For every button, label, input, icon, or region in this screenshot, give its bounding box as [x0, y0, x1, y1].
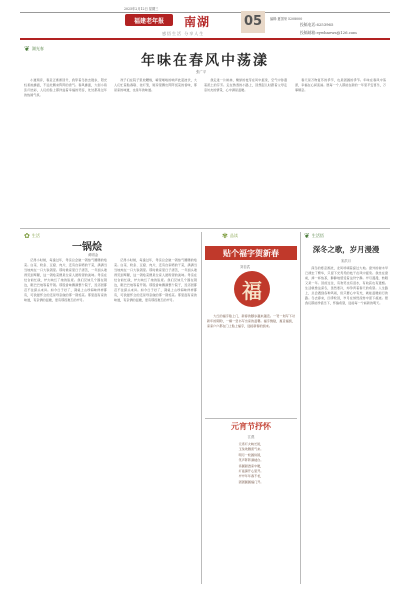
- headline-3: 贴个福字贺新春: [223, 247, 279, 258]
- article1-col4: [295, 78, 386, 228]
- poem-line: 笑声阵阵满楼台。: [238, 458, 264, 463]
- page-number: 05: [241, 11, 265, 33]
- headline-main: 年味在春风中荡漾: [141, 53, 269, 69]
- poem-lines: [208, 442, 294, 485]
- column-label: 湖光春: [31, 46, 44, 51]
- poem-line: 玉兔欢腾喜气来。: [238, 447, 264, 452]
- leaf-icon-2: ❦: [304, 232, 310, 240]
- divider-vertical-2: [300, 232, 301, 584]
- column-label-4: 生活悟: [311, 233, 324, 238]
- divider-vertical-1: [201, 232, 202, 584]
- author-1: 张广平: [196, 70, 207, 74]
- column-tag-read: [222, 232, 238, 240]
- headline-2: 一锅烩: [72, 242, 102, 253]
- column-tag-wu: [304, 232, 324, 240]
- poem-line: 元宵灯火映长街，: [238, 442, 264, 446]
- article1-col1-text: 小道两旁，春意正渐渐回升，我穿着冬装去散步，阳光轻柔地拂面，不远处飘来阵阵的香气。春风拂面，大街小巷张灯结彩，人们的脸上都洋溢着幸福的笑容，处处都是过年的热闹气氛。: [24, 78, 107, 98]
- article2-body-text-2: 记得小时候，每逢过年，母亲总会做一锅热气腾腾的烩菜。白菜、粉条、豆腐、肉片，还有自家晒的干菜，满满当当地炖在一口大铁锅里。那时候家里日子清苦，一年到头难得见到荤腥，这一锅烩菜便是全家人最盼望的美味。母亲在灶台前忙碌，炉火映红了她的脸庞。我们兄妹几个围在锅边，眼巴巴地等着开锅。那股香味飘满整个院子，连邻居都忍不住探头来问。如今日子好了，餐桌上山珍海味样样都有，可我最怀念的还是母亲做的那一锅烩菜。那里面有家的味道，有亲情的温暖，更有那段难忘的岁月。: [114, 258, 197, 303]
- flower-icon: ✿: [24, 232, 30, 240]
- article4-body: [305, 266, 388, 584]
- brand-logo: [125, 14, 173, 26]
- column-label-2: 生活: [31, 233, 40, 238]
- motto: 感悟生活 分享人生: [162, 31, 205, 36]
- article2-body: [24, 258, 107, 583]
- header-phone: 投稿电话:6253965: [300, 22, 334, 27]
- author-4: 宋洪月: [340, 259, 352, 263]
- poem-line: 团团圆圆福门开。: [238, 479, 264, 484]
- header-editor: 编辑:夏国荣 5208000: [270, 17, 303, 21]
- author-2: 黄明金: [88, 253, 99, 257]
- article1-col2-text: 孩子们在院子里放鞭炮，噼里啪啦的响声此起彼伏，大人们忙着贴春联、挂灯笼，厨房里飘出阵阵饭菜的香味，那是家的味道，也是年的味道。: [114, 78, 197, 93]
- article1-col2: [114, 78, 197, 228]
- article1-col1: [24, 78, 107, 228]
- poem-line: 明月一轮圆似镜，: [238, 452, 264, 457]
- header-email: 投稿邮箱:eywhnews@126.com: [300, 30, 357, 35]
- poem-line: 岁岁年年春不老，: [238, 474, 264, 479]
- poem-line: 灯谜猜开心里开。: [238, 469, 264, 474]
- fu-papercut-image: 福: [234, 271, 270, 307]
- poem-line: 汤圆甜透家中暖，: [238, 463, 264, 468]
- column-label-3: 品读: [229, 233, 238, 238]
- article2-body-text: 记得小时候，每逢过年，母亲总会做一锅热气腾腾的烩菜。白菜、粉条、豆腐、肉片，还有自家晒的干菜，满满当当地炖在一口大铁锅里。那时候家里日子清苦，一年到头难得见到荤腥，这一锅烩菜便是全家人最盼望的美味。母亲在灶台前忙碌，炉火映红了她的脸庞。我们兄妹几个围在锅边，眼巴巴地等着开锅。那股香味飘满整个院子，连邻居都忍不住探头来问。如今日子好了，餐桌上山珍海味样样都有，可我最怀念的还是母亲做的那一锅烩菜。那里面有家的味道，有亲情的温暖，更有那段难忘的岁月。: [24, 258, 107, 303]
- article1-col3-text: 我走进一片桃林，嫩绿的枝芽在风中摇曳，空气中弥漫着泥土的芬芳。走在熟悉的小路上，回想起儿时跟着父母走亲访友的情景，心中满是温暖。: [204, 78, 287, 93]
- headline-4: 深冬之歌，岁月漫漫: [312, 245, 380, 254]
- book-icon: ✾: [222, 232, 228, 240]
- poem-title: 元宵节抒怀: [231, 421, 271, 431]
- header-date: 2025年2月12日 星期三: [124, 7, 159, 11]
- header-bottom-rule: [20, 38, 390, 40]
- divider-horizontal: [20, 228, 390, 229]
- article1-col4-text: 春天是万物复苏的季节，也是团圆的季节。年味在春风中荡漾，幸福在心间流淌。愿每一个人都能在新的一年里平安喜乐，万事顺意。: [295, 78, 386, 93]
- poem-author: 江燕: [247, 435, 255, 439]
- article1-col3: [204, 78, 287, 228]
- column-tag-life: [24, 232, 40, 240]
- brand-name: 福建老年报: [133, 17, 164, 25]
- author-3: 刘自武: [240, 265, 251, 269]
- section-title: 南湖: [184, 15, 211, 29]
- headline-3-box: [205, 246, 297, 260]
- leaf-icon: ❦: [24, 45, 30, 53]
- article3-body: [207, 314, 295, 414]
- article2-body-col2: [114, 258, 197, 583]
- article3-body-text: 大红的福字贴上门，新春的脚步越来越近。一笔一划写下对新年的期盼，一横一竖书写出家的温馨。福字倒贴，寓意福到，家家户户都在门上贴上福字，迎接新春的到来。: [207, 314, 295, 329]
- article4-body-text: 深冬的寒意渐浓，北风呼啸着掠过大地。窗外的树木早已褪去了繁华，只留下光秃秃的枝干在风中摇曳。我坐在窗前，捧一杯热茶，静静地感受着这份宁静。岁月漫漫，转眼又是一年。回首过往，有欢笑也有泪水，有收获也有遗憾。生活就像这深冬，虽然寒冷，却孕育着春天的希望。人生路上，总会遇到各种风雨，但只要心中有光，就能温暖前行的路。冬去春来，四季轮回，岁月在悄然流转中留下痕迹。愿我们都能珍惜当下，怀揣希望，迎接每一个崭新的明天。: [305, 266, 388, 306]
- divider-poem: [205, 418, 297, 419]
